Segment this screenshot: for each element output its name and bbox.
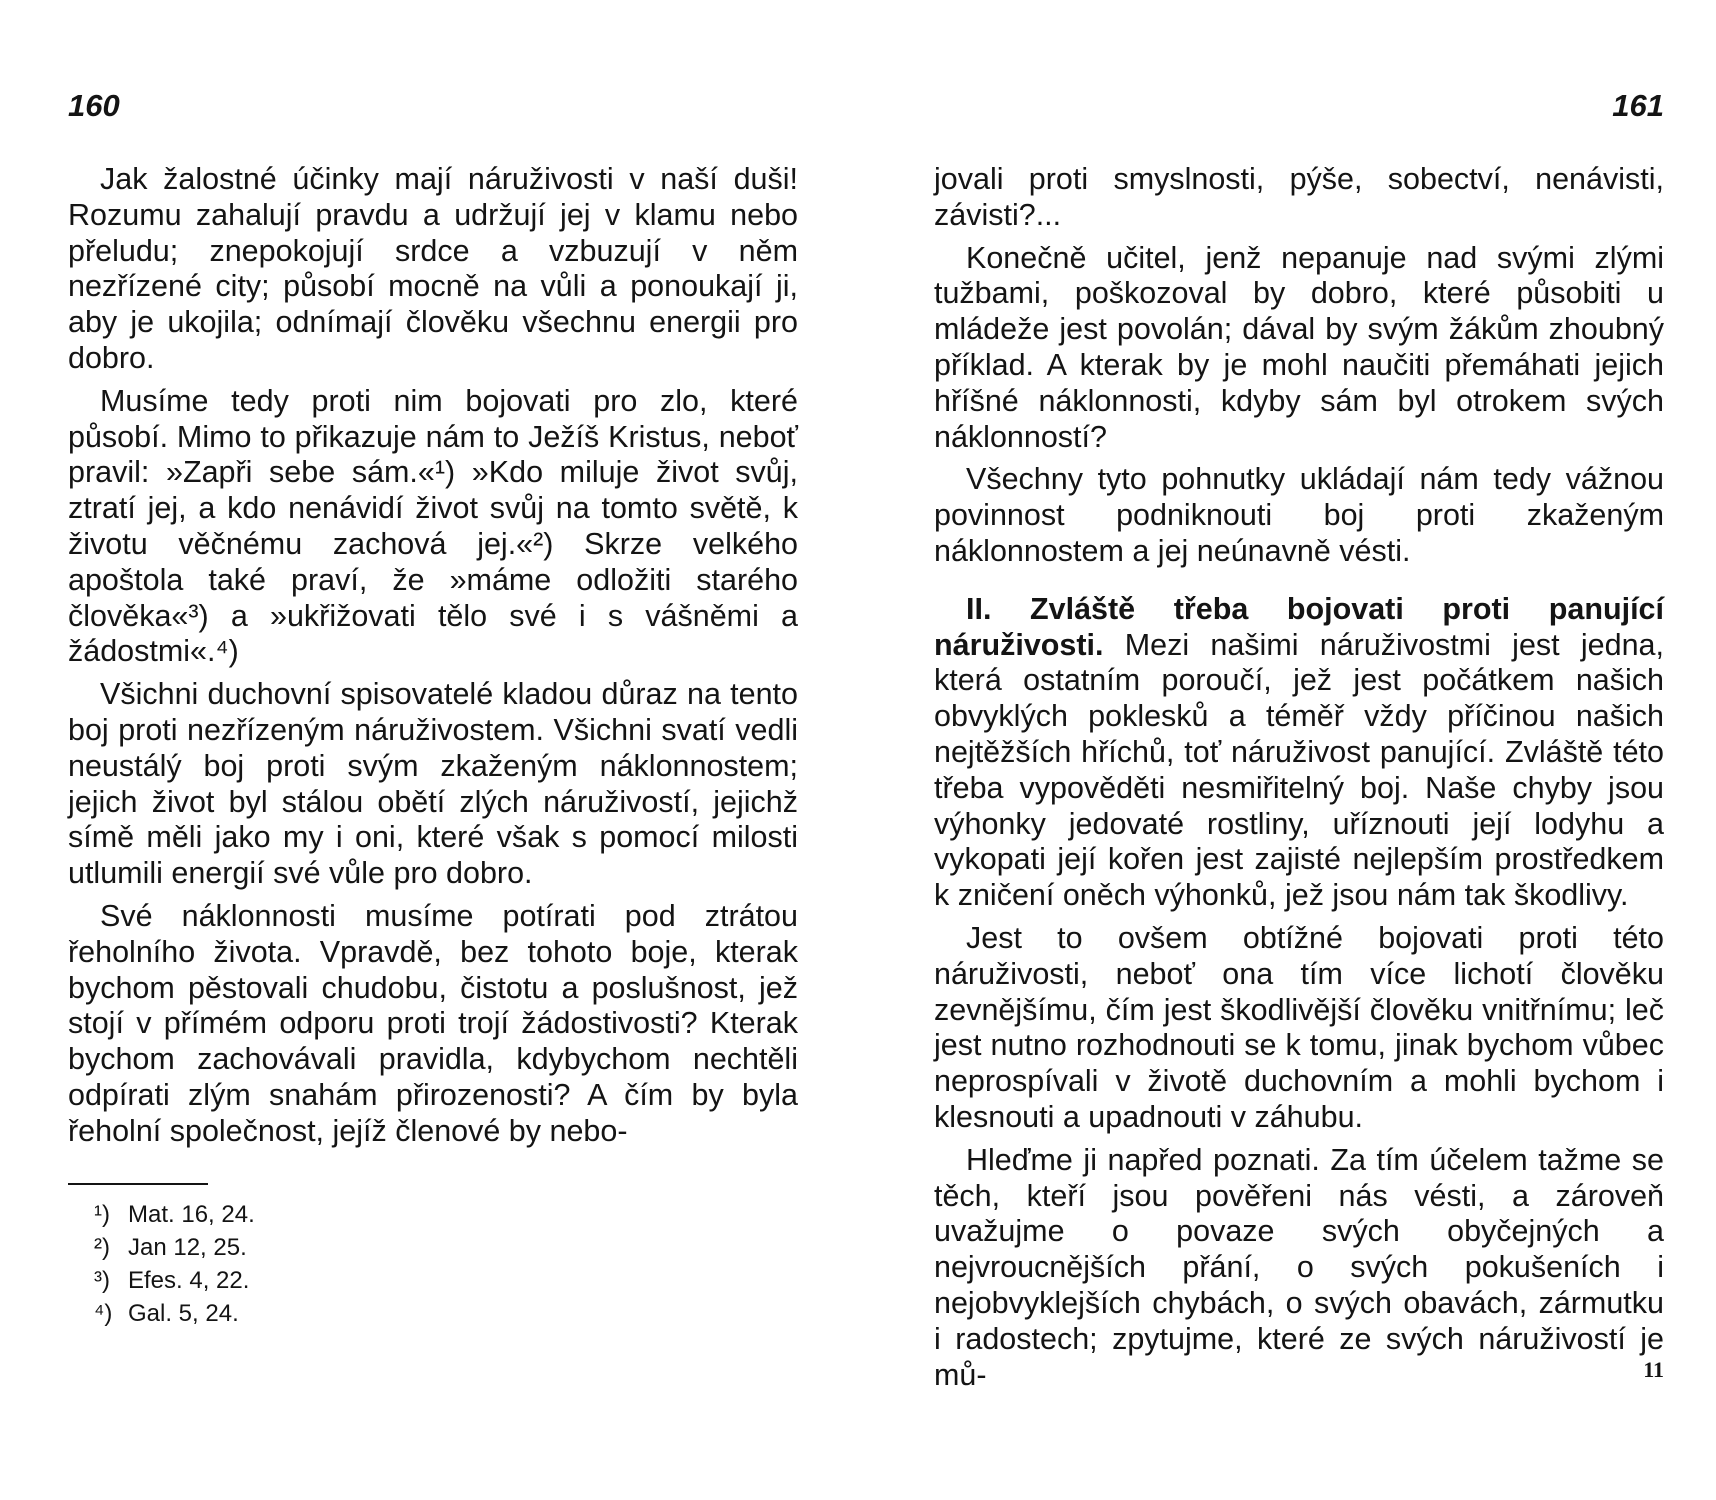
footnote-mark: ³) bbox=[94, 1267, 110, 1294]
footnote bbox=[68, 1264, 468, 1297]
paragraph: Jak žalostné účinky mají náruživosti v naší duši! Rozumu zahalují pravdu a udržují jej v klamu nebo přeludu; znepokojují srdce a vzbuzují v něm nezřízené city; působí mocně na vůli a ponoukají ji, aby je ukojila; odnímají člověku všechnu energii pro dobro. bbox=[68, 162, 798, 375]
paragraph: Konečně učitel, jenž nepanuje nad svými zlými tužbami, poškozoval by dobro, které působiti u mládeže jest povolán; dával by svým žákům zhoubný příklad. A kterak by je mohl naučiti přemáhati jejich hříšné náklonnosti, kdyby sám byl otrokem svých náklonností? bbox=[934, 240, 1664, 454]
paragraph: Své náklonnosti musíme potírati pod ztrátou řeholního života. Vpravdě, bez tohoto boje, kterak bychom pěstovali chudobu, čistotu a poslušnost, jež stojí v přímém odporu proti trojí žádostivosti? Kterak bychom zachovávali pravidla, kdybychom nechtěli odpírati zlým snahám přirozenosti? A čím by byla řeholní společnost, jejíž členové by nebo- bbox=[68, 898, 798, 1148]
footnote bbox=[68, 1231, 468, 1264]
footnote-mark: ⁴) bbox=[94, 1300, 113, 1327]
paragraph: Všechny tyto pohnutky ukládají nám tedy vážnou povinnost podniknouti boj proti zkaženým náklonnostem a jej neúnavně vésti. bbox=[934, 462, 1664, 568]
footnote-text: Jan 12, 25. bbox=[128, 1234, 247, 1261]
paragraph: Jest to ovšem obtížné bojovati proti této náruživosti, neboť ona tím více lichotí člověku zevnějšímu, čím jest škodlivější člověku vnitřnímu; leč jest nutno rozhodnouti se k tomu, jinak bychom vůbec neprospívali v životě duchovním a mohli bychom i klesnouti a upadnouti v záhubu. bbox=[934, 920, 1664, 1134]
signature-mark: 11 bbox=[1643, 1357, 1664, 1382]
paragraph: Hleďme ji napřed poznati. Za tím účelem tažme se těch, kteří jsou pověřeni nás vésti, a zároveň uvažujme o povaze svých obyčejných a nejvroucnějších přání, o svých pokušeních i nejobvyklejších chybách, o svých obavách, zármutku i radostech; zpytujme, které ze svých náruživostí je mů- bbox=[934, 1142, 1664, 1392]
footnote-mark: ¹) bbox=[94, 1201, 110, 1228]
footnote bbox=[68, 1198, 468, 1231]
right-page-body bbox=[934, 162, 1664, 1393]
page-number-left: 160 bbox=[68, 88, 120, 123]
page-number-right: 161 bbox=[1612, 88, 1664, 123]
footnotes bbox=[68, 1198, 468, 1330]
right-page bbox=[934, 0, 1664, 1500]
continuation-paragraph: jovali proti smyslnosti, pýše, sobectví, nenávisti, závisti?... bbox=[934, 162, 1664, 232]
footnote-divider bbox=[68, 1183, 208, 1185]
footnote-text: Mat. 16, 24. bbox=[128, 1201, 255, 1228]
footnote bbox=[68, 1297, 468, 1330]
section-paragraph bbox=[934, 592, 1664, 914]
section-heading: II. Zvláště třeba bojovati proti panující náruživosti. bbox=[934, 591, 1664, 662]
footnote-text: Efes. 4, 22. bbox=[128, 1267, 250, 1294]
footnote-mark: ²) bbox=[94, 1234, 110, 1261]
paragraph: Musíme tedy proti nim bojovati pro zlo, které působí. Mimo to přikazuje nám to Ježíš Kristus, neboť pravil: »Zapři sebe sám.«¹) »Kdo miluje život svůj, ztratí jej, a kdo nenávidí život svůj na tomto světě, k životu věčnému zachová jej.«²) Skrze velkého apoštola také praví, že »máme odložiti starého člověka«³) a »ukřižovati tělo své i s vášněmi a žádostmi«.⁴) bbox=[68, 383, 798, 669]
footnote-text: Gal. 5, 24. bbox=[128, 1300, 239, 1327]
paragraph: Všichni duchovní spisovatelé kladou důraz na tento boj proti nezřízeným náruživostem. Všichni svatí vedli neustálý boj proti svým zkaženým náklonnostem; jejich život byl stálou obětí zlých náruživostí, jejichž símě měli jako my i oni, které však s pomocí milosti utlumili energií své vůle pro dobro. bbox=[68, 677, 798, 891]
left-page-body bbox=[68, 162, 798, 1150]
section-text: Mezi našimi náruživostmi jest jedna, která ostatním poroučí, jež jest počátkem našich obvyklých poklesků a téměř vždy příčinou našich nejtěžších hříchů, toť náruživost panující. Zvláště této třeba vypověděti nesmiřitelný boj. Naše chyby jsou výhonky jedovaté rostliny, uříznouti její lodyhu a vykopati její kořen jest zajisté nejlepším prostředkem k zničení oněch výhonků, jež jsou nám tak škodlivy. bbox=[934, 627, 1664, 913]
left-page bbox=[68, 0, 798, 1500]
